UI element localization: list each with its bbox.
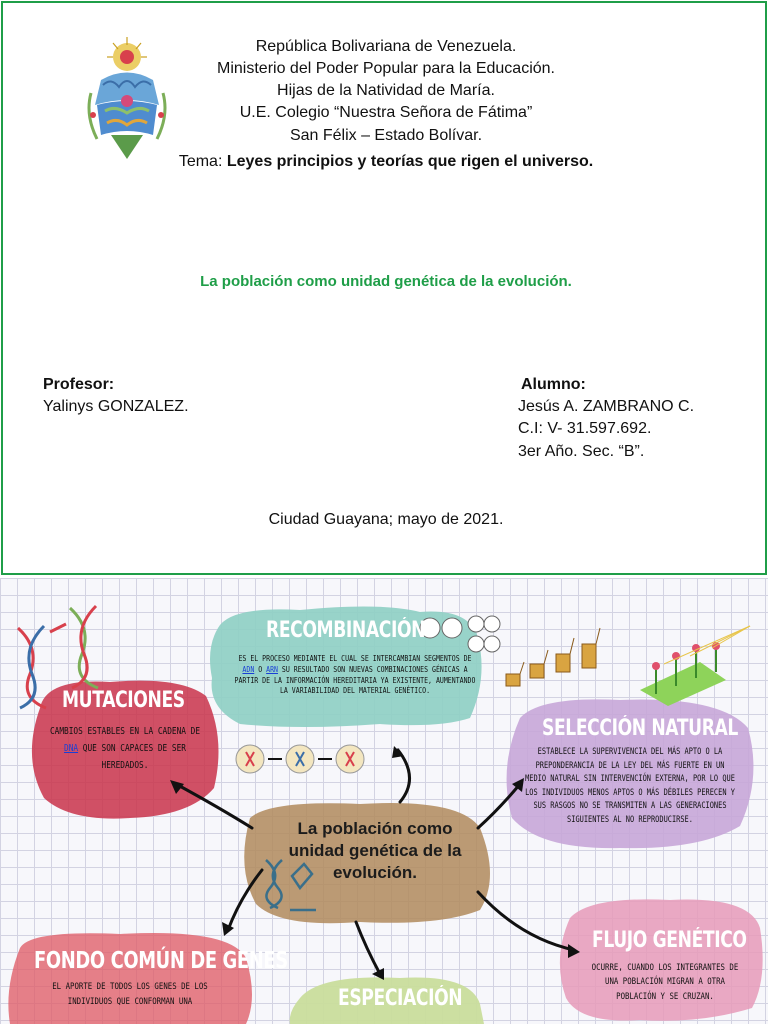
alumno-year: 3er Año. Sec. “B”. xyxy=(518,443,645,460)
header-line-congregation: Hijas de la Natividad de María. xyxy=(277,82,495,99)
city-date: Ciudad Guayana; mayo de 2021. xyxy=(268,511,504,528)
cover-page xyxy=(1,1,767,575)
mutaciones-text-b: QUE SON CAPACES DE SER HEREDADOS. xyxy=(78,743,186,772)
seleccion-title: SELECCIÓN NATURAL xyxy=(542,716,738,741)
header-line-republic: República Bolivariana de Venezuela. xyxy=(255,38,517,55)
header-line-location: San Félix – Estado Bolívar. xyxy=(289,127,483,144)
fondo-title: FONDO COMÚN DE GENES xyxy=(34,948,288,974)
tema-value: Leyes principios y teorías que rigen el universo. xyxy=(226,153,594,170)
profesor-name: Yalinys GONZALEZ. xyxy=(43,398,189,415)
tema-line xyxy=(3,153,768,171)
tema-label: Tema: xyxy=(178,153,223,170)
dna-link[interactable]: DNA xyxy=(64,743,79,755)
giraffes-icon xyxy=(506,628,600,686)
recombinacion-text-c: SU RESULTADO SON NUEVAS COMBINACIONES GÉNICAS A PARTIR DE LA INFORMACIÓN HEREDITARIA YA EXISTENTE, AUMENTANDO LA VARIABILIDAD DEL MATERIAL GENÉTICO. xyxy=(234,664,476,696)
header-line-ministry: Ministerio del Poder Popular para la Educación. xyxy=(217,60,555,77)
recombinacion-title: RECOMBINACIÓN xyxy=(266,618,426,643)
header-line-school: U.E. Colegio “Nuestra Señora de Fátima” xyxy=(239,104,533,121)
flujo-title: FLUJO GENÉTICO xyxy=(592,928,747,953)
especiacion-title: ESPECIACIÓN xyxy=(338,986,463,1011)
arn-link[interactable]: ARN xyxy=(266,664,278,674)
flujo-text: OCURRE, CUANDO LOS INTEGRANTES DE UNA POBLACIÓN MIGRAN A OTRA POBLACIÓN Y SE CRUZAN. xyxy=(591,963,739,1002)
mutaciones-title: MUTACIONES xyxy=(62,688,185,713)
recombinacion-text-b: O xyxy=(254,664,267,674)
center-topic: La población como unidad genética de la evolución. xyxy=(288,819,462,883)
plants-icon xyxy=(640,626,750,706)
profesor-label: Profesor: xyxy=(43,376,115,393)
adn-link[interactable]: ADN xyxy=(242,664,255,674)
recombinacion-text-a: ES EL PROCESO MEDIANTE EL CUAL SE INTERCAMBIAN SEGMENTOS DE xyxy=(238,654,472,663)
mutaciones-text xyxy=(47,723,203,774)
arrow-to-flujo xyxy=(478,892,574,950)
mind-map xyxy=(0,578,768,1024)
cover-subtitle: La población como unidad genética de la evolución. xyxy=(200,273,572,290)
alumno-ci: C.I: V- 31.597.692. xyxy=(518,420,652,437)
chromosome-icon-row xyxy=(236,745,364,773)
fondo-text: EL APORTE DE TODOS LOS GENES DE LOS INDIVIDUOS QUE CONFORMAN UNA xyxy=(52,982,208,1008)
mutaciones-text-a: CAMBIOS ESTABLES EN LA CADENA DE xyxy=(49,726,201,737)
alumno-label: Alumno: xyxy=(521,376,586,393)
alumno-name: Jesús A. ZAMBRANO C. xyxy=(518,398,695,415)
seleccion-text: ESTABLECE LA SUPERVIVENCIA DEL MÁS APTO O LA PREPONDERANCIA DE LA LEY DEL MÁS FUERTE EN UN MEDIO NATURAL SIN INTERVENCIÓN EXTERNA, POR LO QUE LOS INDIVIDUOS MENOS APTOS O MÁS DÉBILES PERECEN Y SUS RASGOS NO SE TRANSMITEN A LAS GENERACIONES SIGUIENTES AL NO REPRODUCIRSE. xyxy=(525,747,735,825)
arrow-to-especiacion xyxy=(356,922,380,974)
arrow-to-recombinacion xyxy=(398,750,410,802)
recombinacion-text xyxy=(232,654,478,697)
